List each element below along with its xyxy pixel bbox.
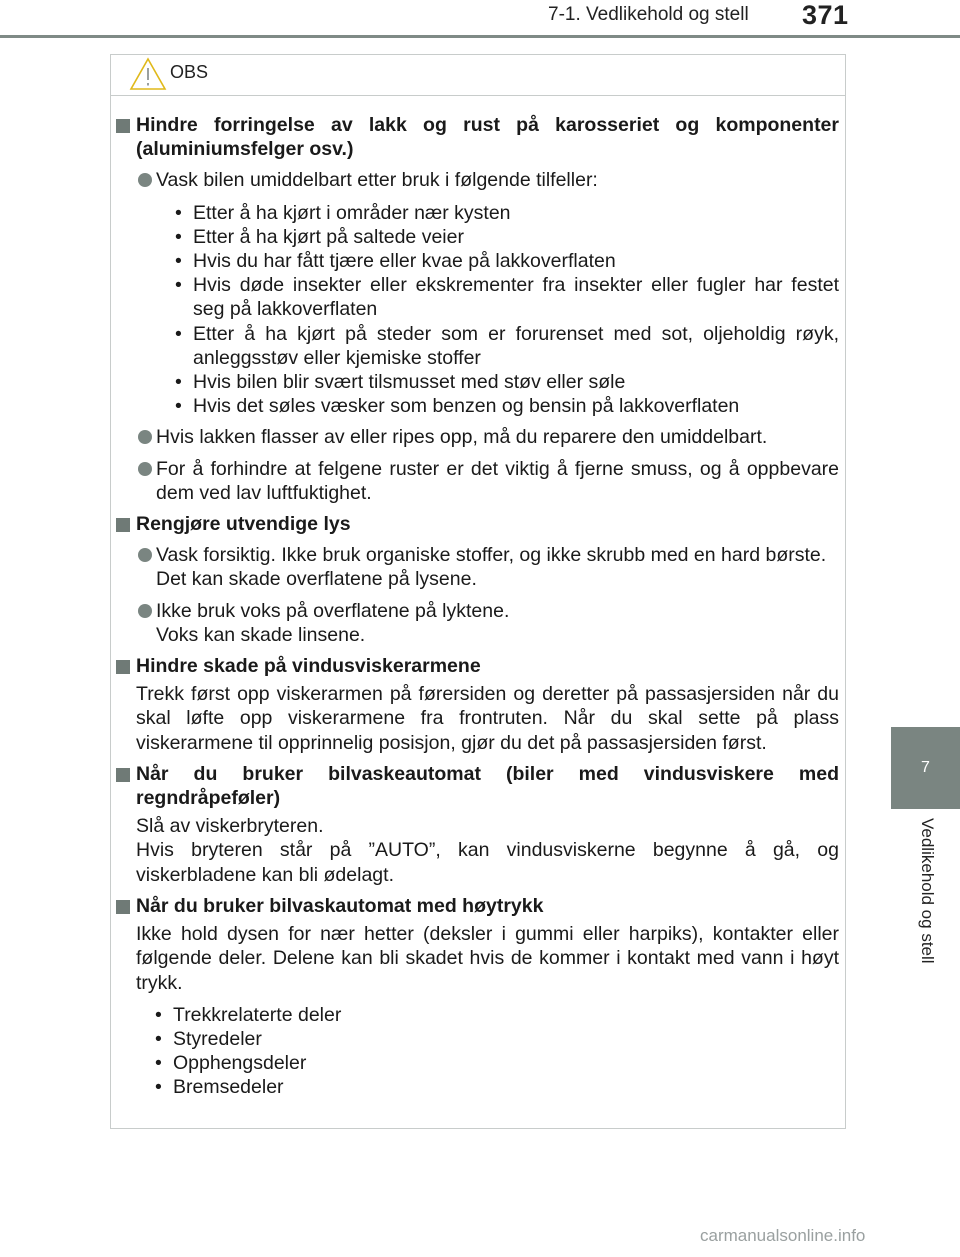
section-high-pressure-wash bbox=[111, 894, 847, 1100]
bullet-dot-icon bbox=[138, 462, 152, 476]
chapter-side-label: Vedlikehold og stell bbox=[918, 818, 937, 964]
list-item: • Opphengsdeler bbox=[155, 1052, 307, 1075]
section-square-icon bbox=[116, 768, 130, 782]
bullet-text: Ikke bruk voks på overflatene på lyktene. bbox=[156, 599, 510, 622]
chapter-tab[interactable] bbox=[891, 727, 960, 809]
bullet-item bbox=[136, 425, 839, 449]
bullet-item bbox=[136, 599, 839, 647]
watermark: carmanualsonline.info bbox=[700, 1226, 866, 1245]
chapter-tab-number: 7 bbox=[921, 759, 930, 776]
list-item: • Etter å ha kjørt i områder nær kysten bbox=[175, 201, 511, 224]
list-item: • Etter å ha kjørt på steder som er forurenset med sot, oljeholdig røyk, anleggsstøv eller kjemiske stoffer bbox=[175, 322, 839, 369]
obs-content bbox=[111, 113, 847, 1107]
list-item: • Hvis døde insekter eller ekskrementer fra insekter eller fugler har festet seg på lakkoverflaten bbox=[175, 274, 839, 321]
section-paint-rust bbox=[111, 113, 847, 505]
bullet-note: Voks kan skade linsene. bbox=[156, 623, 366, 646]
bullet-item bbox=[136, 457, 839, 505]
list-item: • Hvis det søles væsker som benzen og bensin på lakkoverflaten bbox=[175, 395, 740, 418]
bullet-text: Hvis lakken flasser av eller ripes opp, må du reparere den umiddelbart. bbox=[156, 426, 768, 449]
section-paragraph: Trekk først opp viskerarmen på førersiden og deretter på passasjersiden når du skal løfte opp viskerarmene fra frontruten. Når du skal sette på plass viskerarmene til opprinnelig posisjon, gjør du det på passasjersiden først. bbox=[136, 683, 839, 754]
bullet-dot-icon bbox=[138, 548, 152, 562]
section-title: Hindre skade på vindusviskerarmene bbox=[136, 655, 481, 678]
section-exterior-lights bbox=[111, 512, 847, 647]
bullet-dot-icon bbox=[138, 173, 152, 187]
section-title: Hindre forringelse av lakk og rust på karosseriet og komponenter (aluminiumsfelger osv.) bbox=[136, 114, 839, 161]
section-paragraph: Slå av viskerbryteren. Hvis bryteren står på ”AUTO”, kan vindusviskerne begynne å gå, og viskerbladene kan bli ødelagt. bbox=[136, 815, 839, 886]
bullet-item bbox=[136, 543, 839, 591]
point-list bbox=[136, 1003, 839, 1100]
obs-box bbox=[110, 54, 846, 1129]
bullet-dot-icon bbox=[138, 604, 152, 618]
list-item: • Styredeler bbox=[155, 1027, 262, 1050]
section-title: Rengjøre utvendige lys bbox=[136, 513, 351, 536]
bullet-text: For å forhindre at felgene ruster er det viktig å fjerne smuss, og å oppbevare dem ved lav luftfuktighet. bbox=[156, 457, 839, 504]
chapter-title: 7-1. Vedlikehold og stell bbox=[548, 4, 749, 25]
section-square-icon bbox=[116, 660, 130, 674]
section-title: Når du bruker bilvaskautomat med høytrykk bbox=[136, 894, 544, 917]
list-item: • Etter å ha kjørt på saltede veier bbox=[175, 225, 464, 248]
point-list bbox=[156, 201, 839, 419]
bullet-text: Vask bilen umiddelbart etter bruk i følgende tilfeller: bbox=[156, 169, 598, 192]
warning-triangle-icon bbox=[129, 57, 167, 91]
section-square-icon bbox=[116, 119, 130, 133]
section-paragraph: Ikke hold dysen for nær hetter (deksler i gummi eller harpiks), kontakter eller følgende deler. Delene kan bli skadet hvis de kommer i kontakt med vann i høyt trykk. bbox=[136, 923, 839, 994]
section-square-icon bbox=[116, 518, 130, 532]
section-wiper-arms bbox=[111, 654, 847, 755]
section-square-icon bbox=[116, 900, 130, 914]
obs-header bbox=[111, 55, 845, 96]
list-item: • Bremsedeler bbox=[155, 1076, 284, 1099]
bullet-note: Det kan skade overflatene på lysene. bbox=[156, 568, 477, 591]
obs-label: OBS bbox=[170, 61, 209, 82]
bullet-dot-icon bbox=[138, 430, 152, 444]
list-item: • Trekkrelaterte deler bbox=[155, 1003, 342, 1026]
bullet-text: Vask forsiktig. Ikke bruk organiske stoffer, og ikke skrubb med en hard børste. bbox=[156, 544, 827, 567]
header-rule bbox=[0, 35, 960, 38]
list-item: • Hvis bilen blir svært tilsmusset med støv eller søle bbox=[175, 371, 626, 394]
bullet-item bbox=[136, 168, 839, 418]
section-car-wash-rain-sensor bbox=[111, 762, 847, 887]
page-number: 371 bbox=[802, 0, 849, 30]
list-item: • Hvis du har fått tjære eller kvae på lakkoverflaten bbox=[175, 250, 616, 273]
section-title: Når du bruker bilvaskeautomat (biler med vindusviskere med regndråpeføler) bbox=[136, 762, 839, 810]
